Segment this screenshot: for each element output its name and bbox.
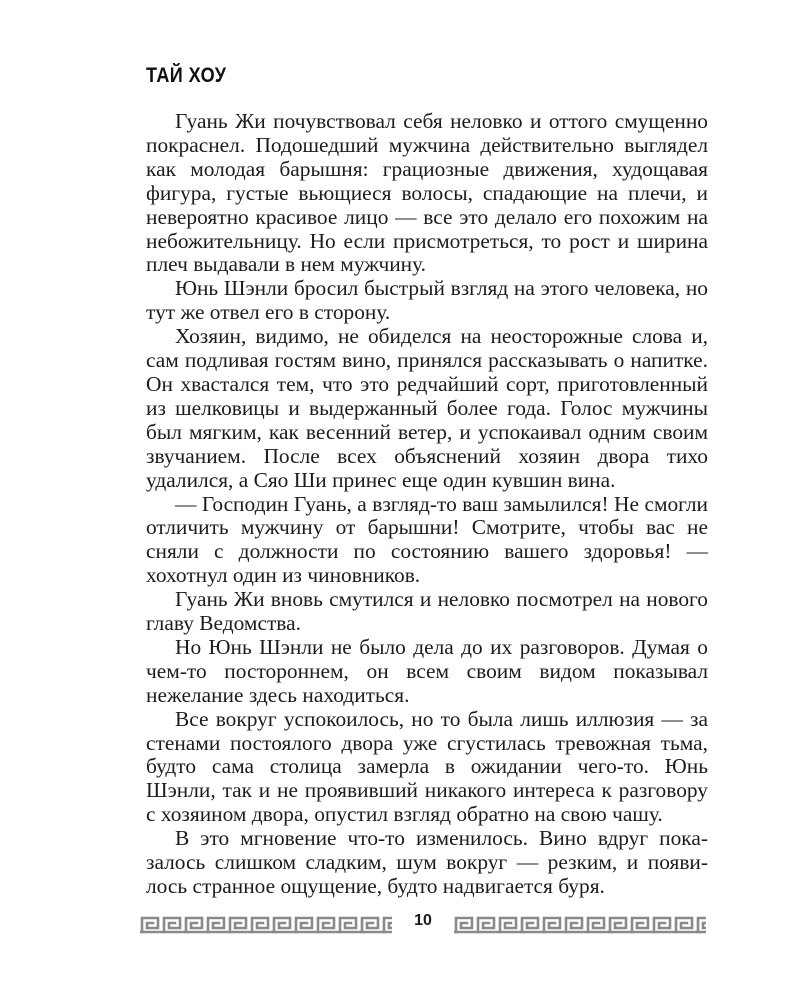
paragraph: Хозяин, видимо, не обиделся на неосторожные слова и, сам подливая гостям вино, принялся рассказывать о напитке. Он хвастался тем, что это редчайший сорт, приготовленный из шелковицы и выдержанный более года. Голос мужчины был мягким, как весенний ветер, и успокаивал одним своим звучанием. После всех объяснений хозяин двора тихо удалился, а Сяо Ши принес еще один кувшин вина. [146, 324, 708, 492]
paragraph: В это мгновение что-то изменилось. Вино вдруг показалось слишком сладким, шум вокруг — резким, и появилось странное ощущение, будто надвигается буря. [146, 826, 708, 898]
page-number: 10 [414, 912, 432, 929]
paragraph: Гуань Жи почувствовал себя неловко и оттого смущенно покраснел. Подошедший мужчина действительно выглядел как молодая барышня: грациозные движения, худощавая фигура, густые вьющиеся волосы, спадающие на плечи, и невероятно красивое лицо — все это делало его похожим на небожительницу. Но если присмотреться, то рост и ширина плеч выдавали в нем мужчину. [146, 109, 708, 277]
paragraph: Но Юнь Шэнли не было дела до их разговоров. Думая о чем-то постороннем, он всем своим видом показывал нежелание здесь находиться. [146, 634, 708, 707]
paragraph: Гуань Жи вновь смутился и неловко посмотрел на нового главу Ведомства. [146, 587, 708, 636]
page-footer [140, 909, 706, 939]
paragraph: Все вокруг успокоилось, но то была лишь иллюзия — за стенами постоялого двора уже сгустилась тревожная тьма, будто сама столица замерла в ожидании чего-то. Юнь Шэнли, так и не проявивший никакого интереса к разговору с хозяином двора, опустил взгляд обратно на свою чашу. [146, 706, 708, 827]
greek-meander-border-icon [140, 916, 392, 934]
running-title: ТАЙ ХОУ [146, 64, 227, 87]
paragraph: Юнь Шэнли бросил быстрый взгляд на этого человека, но тут же отвел его в сторону. [146, 276, 708, 325]
chapter-text [146, 110, 708, 899]
paragraph: — Господин Гуань, а взгляд-то ваш замылился! Не смогли отличить мужчину от барышни! Смотрите, чтобы вас не сняли с должности по состоянию вашего здоровья! — хохотнул один из чиновников. [146, 491, 708, 588]
greek-meander-border-icon [454, 916, 706, 934]
